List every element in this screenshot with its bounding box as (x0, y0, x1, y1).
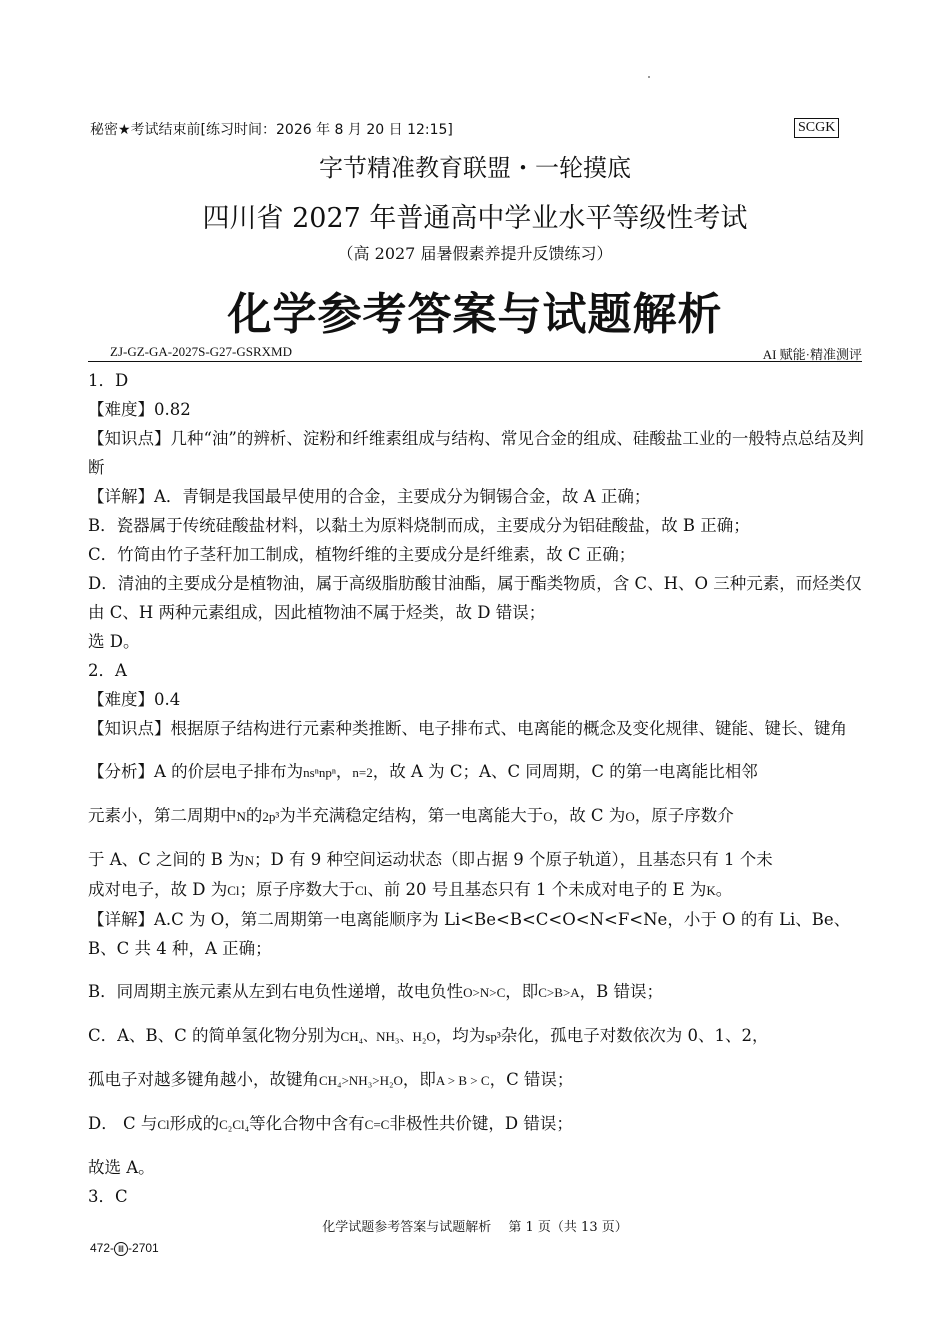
text-run: 非极性共价键，D 错误； (389, 1114, 573, 1133)
text-run: 于 A、C 之间的 B 为 (88, 850, 245, 869)
text-run: 【分析】A 的价层电子排布为 (88, 762, 304, 781)
text-run: ；D 有 9 种空间运动状态（即占据 9 个原子轨道），且基态只有 1 个未 (254, 850, 773, 869)
text-run: ；原子序数大于 (239, 880, 356, 899)
q1-detail-c: C．竹简由竹子茎秆加工制成，植物纤维的主要成分是纤维素，故 C 正确； (88, 545, 636, 564)
ai-tagline: AI 赋能·精准测评 (762, 347, 862, 362)
text-run: 的 (245, 806, 263, 825)
q1-detail-b: B．瓷器属于传统硅酸盐材料，以黏土为原料烧制而成，主要成分为铝硅酸盐，故 B 正确； (88, 516, 750, 535)
q2-knowledge: 【知识点】根据原子结构进行元素种类推断、电子排布式、电离能的概念及变化规律、键能、键长、键角 (88, 719, 847, 738)
formula: n=2 (352, 765, 373, 780)
scan-dot (648, 76, 650, 78)
q3-answer: 3．C (88, 1187, 128, 1206)
q2-detail-c-line2 (88, 1065, 866, 1095)
formula: C>B>A (538, 985, 580, 1000)
text-run: -2701 (128, 1241, 159, 1255)
q2-analysis-line2 (88, 801, 866, 831)
q2-choose: 故选 A。 (88, 1158, 155, 1177)
exam-subtitle: （高 2027 届暑假素养提升反馈练习） (337, 244, 613, 263)
formula: O (625, 809, 635, 824)
formula: sp³ (485, 1029, 501, 1044)
q1-knowledge: 【知识点】几种“油”的辨析、淀粉和纤维素组成与结构、常见合金的组成、硅酸盐工业的一般特点总结及判断 (88, 429, 864, 477)
formula: C₂Cl₄ (219, 1117, 250, 1132)
page-footer: 化学试题参考答案与试题解析 第 1 页（共 13 页） (322, 1220, 628, 1235)
q2-detail-d (88, 1109, 866, 1139)
q1-difficulty: 【难度】0.82 (88, 400, 191, 419)
alliance-title: 字节精准教育联盟・一轮摸底 (319, 154, 631, 182)
q2-detail-c-line1 (88, 1021, 866, 1051)
formula: CH₄>NH₃>H₂O (319, 1073, 403, 1088)
formula: CH₄、NH₃、H₂O (340, 1029, 436, 1044)
formula: C=C (364, 1117, 390, 1132)
document-title: 化学参考答案与试题解析 (227, 289, 723, 340)
text-run: 成对电子，故 D 为 (88, 880, 228, 899)
text-run: D． C 与 (88, 1114, 158, 1133)
q1-detail-a: 【详解】A．青铜是我国最早使用的合金，主要成分为铜锡合金，故 A 正确； (88, 487, 651, 506)
text-run: ，故 C 为 (552, 806, 626, 825)
formula: Cl (227, 883, 240, 898)
text-run: 杂化，孤电子对数依次为 0、1、2， (500, 1026, 769, 1045)
formula: A > B > C (435, 1073, 490, 1088)
formula: O>N>C (463, 985, 506, 1000)
text-run: ，即 (505, 982, 539, 1001)
q1-answer: 1．D (88, 371, 129, 390)
text-run: 等化合物中含有 (249, 1114, 365, 1133)
document-code-line (88, 344, 862, 362)
circled-numeral: Ⅲ (114, 1242, 128, 1256)
text-run: ，故 A 为 C；A、C 同周期，C 的第一电离能比相邻 (372, 762, 758, 781)
text-run: C．A、B、C 的简单氢化物分别为 (88, 1026, 341, 1045)
formula: Cl (355, 883, 368, 898)
formula: N (236, 809, 246, 824)
formula: K (706, 883, 716, 898)
q1-detail-d: D．清油的主要成分是植物油，属于高级脂肪酸甘油酯，属于酯类物质，含 C、H、O 三种元素，而烃类仅由 C、H 两种元素组成，因此植物油不属于烃类，故 D 错误； (88, 574, 862, 622)
text-run: 472- (90, 1241, 115, 1255)
text-run: 元素小，第二周期中 (88, 806, 237, 825)
text-run: ，B 错误； (579, 982, 664, 1001)
q2-detail-a: 【详解】A.C 为 O，第二周期第一电离能顺序为 Li<Be<B<C<O<N<F<Ne，小于 O 的有 Li、Be、B、C 共 4 种，A 正确； (88, 910, 851, 958)
formula: 2p³ (262, 809, 280, 824)
text-run: ，C 错误； (489, 1070, 574, 1089)
footer-code (90, 1241, 159, 1256)
text-run: 为半充满稳定结构，第一电离能大于 (279, 806, 544, 825)
q2-detail-b (88, 977, 866, 1007)
q2-analysis-line4 (88, 875, 866, 905)
region-code-box: SCGK (794, 118, 839, 138)
text-run: ，原子序数介 (634, 806, 734, 825)
text-run: 。 (715, 880, 733, 899)
q1-choose: 选 D。 (88, 632, 140, 651)
text-run: 形成的 (169, 1114, 220, 1133)
confidential-line: 秘密★考试结束前[练习时间：2026 年 8 月 20 日 12:15] (90, 122, 453, 138)
formula: O (543, 809, 553, 824)
document-code: ZJ-GZ-GA-2027S-G27-GSRXMD (110, 344, 292, 359)
formula: Cl (157, 1117, 170, 1132)
formula: N (244, 853, 255, 868)
exam-title: 四川省 2027 年普通高中学业水平等级性考试 (202, 203, 748, 234)
text-run: 孤电子对越多键角越小，故键角 (88, 1070, 319, 1089)
answer-content (88, 366, 866, 1211)
text-run: 、前 20 号且基态只有 1 个未成对电子的 E 为 (367, 880, 707, 899)
q2-answer: 2．A (88, 661, 127, 680)
formula: nsⁿnpⁿ (303, 765, 336, 780)
text-run: ，均为 (435, 1026, 486, 1045)
text-run: ，即 (402, 1070, 436, 1089)
q2-analysis-line3 (88, 845, 866, 875)
q2-difficulty: 【难度】0.4 (88, 690, 181, 709)
text-run: B．同周期主族元素从左到右电负性递增，故电负性 (88, 982, 464, 1001)
q2-analysis-line1: 【分析】A 的价层电子排布为nsⁿnpⁿ，n=2，故 A 为 C；A、C 同周期，C 的第一电离能比相邻 (88, 762, 758, 781)
